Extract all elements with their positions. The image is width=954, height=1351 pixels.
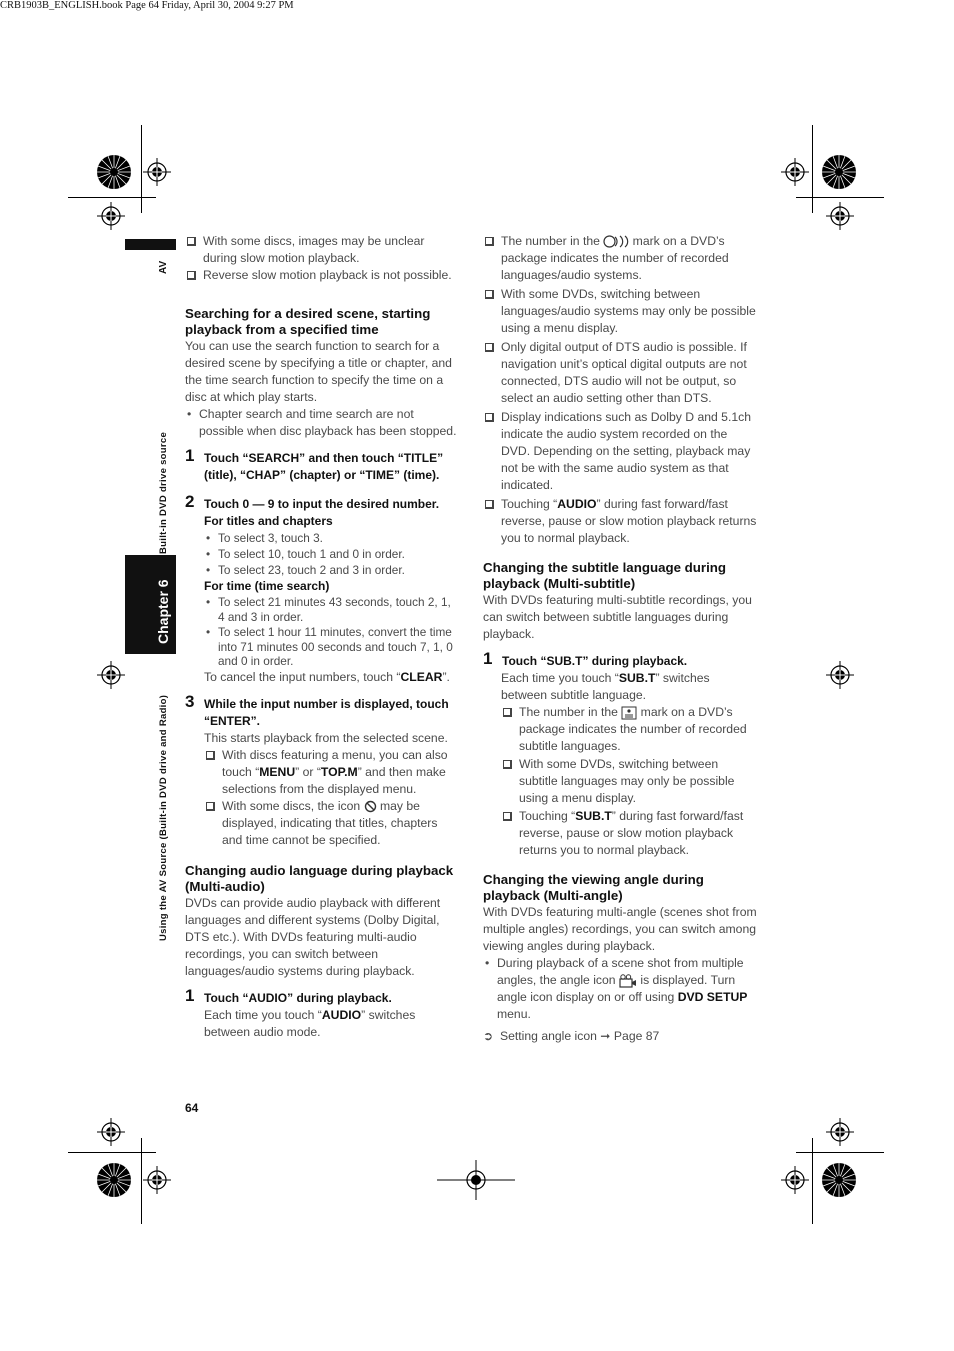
- note-audio-mark: The number in the mark on a DVD’s package indicates the number of recorded languages/audio systems.: [483, 233, 758, 284]
- note-subtitle-menu: With some DVDs, switching between subtitle languages may only be possible using a menu display.: [501, 756, 758, 807]
- audio-step-1: 1 Touch “AUDIO” during playback.: [185, 985, 392, 1005]
- av-label: AV: [158, 260, 169, 274]
- page-number: 64: [185, 1101, 199, 1115]
- search-step-2: 2 Touch 0 — 9 to input the desired number.: [185, 492, 440, 511]
- audio-heading: Changing audio language during playback (Multi-audio): [185, 862, 454, 894]
- note-reverse-slow: Reverse slow motion playback is not possible.: [185, 267, 460, 284]
- subtitle-heading: Changing the subtitle language during playback (Multi-subtitle): [483, 560, 727, 591]
- list-item: • To select 21 minutes 43 seconds, touch 2, 1, 4 and 3 in order.: [204, 595, 460, 624]
- right-arrow-icon: ➞: [600, 1029, 611, 1043]
- titles-chapters-subheading: For titles and chapters: [204, 514, 333, 528]
- right-column: [483, 233, 758, 1045]
- angle-camera-icon: [619, 974, 637, 988]
- step-number: 1: [185, 985, 195, 1005]
- list-item: • To select 1 hour 11 minutes, convert the time into 71 minutes 00 seconds and touch 7, 1, 0 and 0 in order.: [204, 625, 460, 669]
- left-column: [185, 233, 460, 1041]
- audio-languages-icon: [603, 235, 629, 248]
- note-subtitle-mark: The number in the mark on a DVD’s package indicates the number of recorded subtitle languages.: [501, 704, 758, 755]
- step-3-body: This starts playback from the selected scene.: [204, 730, 448, 745]
- list-item: • To select 3, touch 3.: [204, 530, 460, 546]
- list-item: • To select 10, touch 1 and 0 in order.: [204, 546, 460, 562]
- subtitle-step-1-body: Each time you touch “SUB.T” switches between subtitle language.: [501, 671, 710, 702]
- search-body: You can use the search function to search for a desired scene by specifying a title or chapter, and the time search function to specify the time on a disc at which play starts.: [185, 339, 452, 404]
- note-prohibited: With some discs, the icon may be displayed, indicating that titles, chapters and time cannot be specified.: [204, 798, 460, 849]
- angle-heading: Changing the viewing angle during playback (Multi-angle): [483, 872, 704, 903]
- audio-step-1-body: Each time you touch “AUDIO” switches between audio mode.: [204, 1007, 416, 1039]
- note-slow-motion: With some discs, images may be unclear during slow motion playback.: [185, 233, 460, 267]
- search-heading: Searching for a desired scene, starting playback from a specified time: [185, 306, 431, 337]
- section-label-2: Using the AV Source (Built-in DVD drive and Radio): [158, 694, 169, 941]
- list-item: • To select 23, touch 2 and 3 in order.: [204, 562, 460, 578]
- cancel-instruction: To cancel the input numbers, touch “CLEAR”.: [204, 669, 450, 684]
- time-search-subheading: For time (time search): [204, 579, 330, 593]
- step-number: 1: [185, 446, 195, 465]
- audio-body: DVDs can provide audio playback with different languages and different systems (Dolby Digital, DTS etc.). With DVDs featuring multi-audio recordings, you can switch between languages/audio systems during playback.: [185, 895, 441, 978]
- note-dts: Only digital output of DTS audio is possible. If navigation unit’s optical digital outputs are not connected, DTS audio will not be output, so select an audio setting other than DTS.: [483, 339, 758, 407]
- section-label-1: Built-in DVD drive source: [158, 431, 169, 554]
- note-subtitle-touch: Touching “SUB.T” during fast forward/fast reverse, pause or slow motion playback returns you to normal playback.: [501, 808, 758, 859]
- chapter-label: Chapter 6: [155, 579, 171, 644]
- subtitle-languages-icon: [621, 706, 637, 720]
- file-info-header: CRB1903B_ENGLISH.book Page 64 Friday, April 30, 2004 9:27 PM: [0, 0, 294, 11]
- note-menu: With discs featuring a menu, you can also touch “MENU” or “TOP.M” and then make selections from the displayed menu.: [204, 747, 460, 798]
- step-number: 1: [483, 649, 493, 668]
- note-audio-menu: With some DVDs, switching between languages/audio systems may only be possible using a menu display.: [483, 286, 758, 337]
- step-number: 3: [185, 691, 195, 711]
- step-number: 2: [185, 492, 195, 511]
- note-dolby: Display indications such as Dolby D and 5.1ch indicate the audio system recorded on the DVD. Depending on the setting, playback may not be with the same audio system as that indicated.: [483, 409, 758, 494]
- av-tab-bar: [125, 239, 176, 250]
- note-audio-touch: Touching “AUDIO” during fast forward/fast reverse, pause or slow motion playback returns you to normal playback.: [483, 496, 758, 547]
- reference-arrow-icon: ➲: [483, 1029, 494, 1043]
- search-bullet: • Chapter search and time search are not possible when disc playback has been stopped.: [185, 406, 460, 440]
- subtitle-body: With DVDs featuring multi-subtitle recordings, you can switch between subtitle languages during playback.: [483, 593, 752, 641]
- prohibited-icon: [364, 800, 377, 813]
- angle-body: With DVDs featuring multi-angle (scenes shot from multiple angles) recordings, you can switch among viewing angles during playback.: [483, 905, 757, 953]
- angle-bullet: • During playback of a scene shot from multiple angles, the angle icon is displayed. Turn angle icon display on or off using DVD SETUP menu.: [483, 955, 758, 1023]
- search-step-1: 1 Touch “SEARCH” and then touch “TITLE” (title), “CHAP” (chapter) or “TIME” (time).: [185, 446, 444, 482]
- search-step-3: 3 While the input number is displayed, touch “ENTER”.: [185, 691, 449, 728]
- angle-reference: ➲ Setting angle icon ➞ Page 87: [483, 1029, 660, 1043]
- subtitle-step-1: 1 Touch “SUB.T” during playback.: [483, 649, 688, 668]
